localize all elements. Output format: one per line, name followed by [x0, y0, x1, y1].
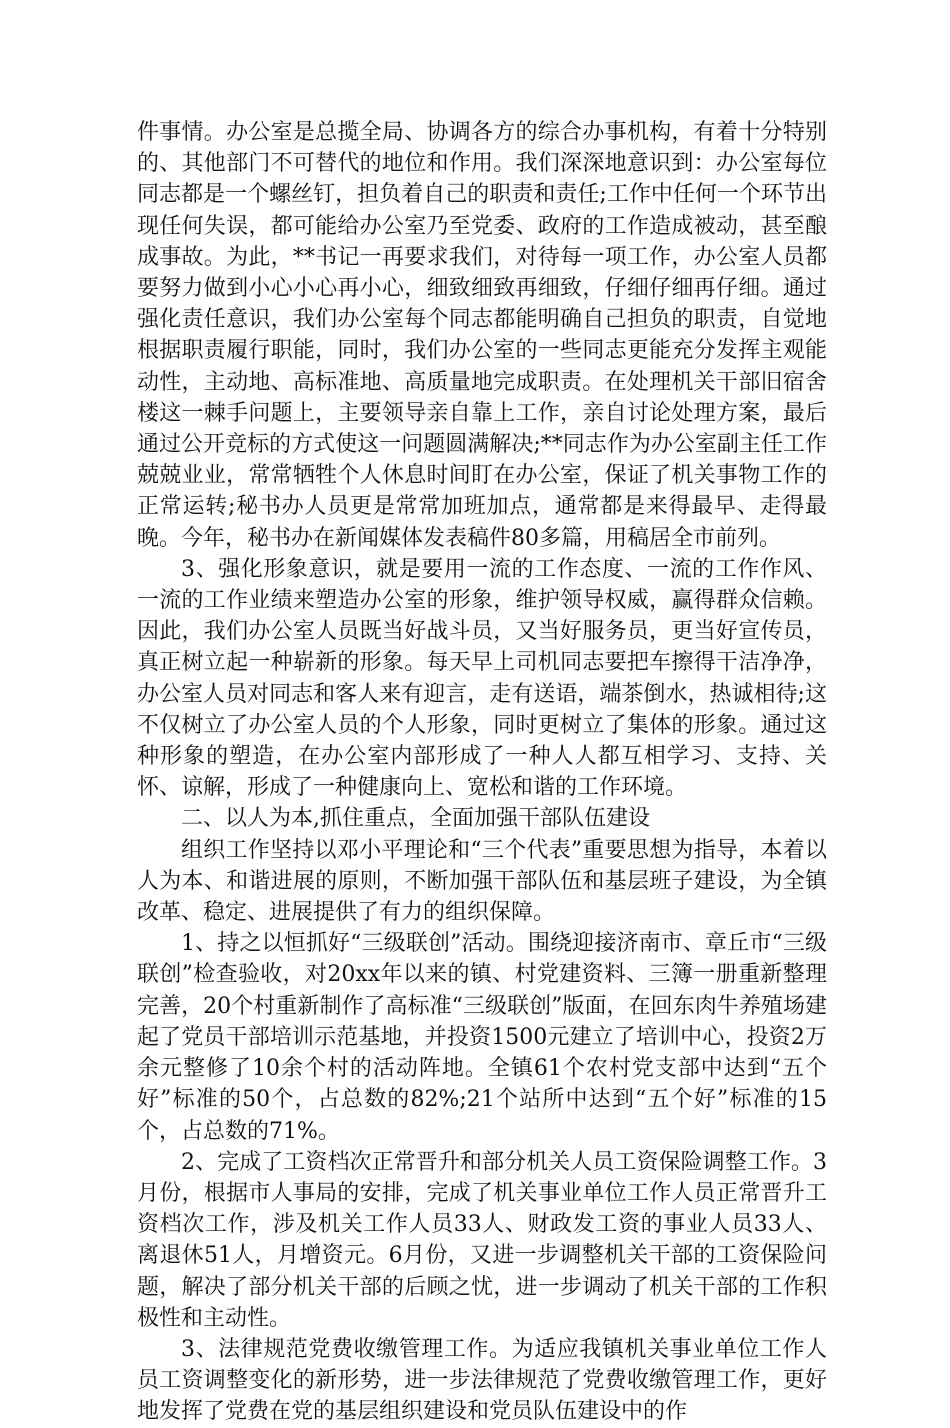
section-heading: 二、以人为本,抓住重点，全面加强干部队伍建设	[181, 806, 650, 832]
document-body	[137, 117, 827, 1428]
paragraph-5: 2、完成了工资档次正常晋升和部分机关人员工资保险调整工作。3月份，根据市人事局的安排，完成了机关事业单位工作人员正常晋升工资档次工作，涉及机关工作人员33人、财政发工资的事业人员33人、离退休51人，月增资元。6月份，又进一步调整机关干部的工资保险问题，解决了部分机关干部的后顾之忧，进一步调动了机关干部的工作积极性和主动性。	[137, 1149, 827, 1331]
paragraph-6: 3、法律规范党费收缴管理工作。为适应我镇机关事业单位工作人员工资调整变化的新形势，进一步法律规范了党费收缴管理工作，更好地发挥了党费在党的基层组织建设和党员队伍建设中的作	[137, 1336, 827, 1425]
paragraph-1: 件事情。办公室是总揽全局、协调各方的综合办事机构，有着十分特别的、其他部门不可替代的地位和作用。我们深深地意识到：办公室每位同志都是一个螺丝钉，担负着自己的职责和责任;工作中任何一个环节出现任何失误，都可能给办公室乃至党委、政府的工作造成被动，甚至酿成事故。为此，**书记一再要求我们，对待每一项工作，办公室人员都要努力做到小心小心再小心，细致细致再细致，仔细仔细再仔细。通过强化责任意识，我们办公室每个同志都能明确自己担负的职责，自觉地根据职责履行职能，同时，我们办公室的一些同志更能充分发挥主观能动性，主动地、高标准地、高质量地完成职责。在处理机关干部旧宿舍楼这一棘手问题上，主要领导亲自靠上工作，亲自讨论处理方案，最后通过公开竞标的方式使这一问题圆满解决;**同志作为办公室副主任工作兢兢业业，常常牺牲个人休息时间盯在办公室，保证了机关事物工作的正常运转;秘书办人员更是常常加班加点，通常都是来得最早、走得最晚。今年，秘书办在新闻媒体发表稿件80多篇，用稿居全市前列。	[137, 120, 827, 551]
paragraph-4: 1、持之以恒抓好“三级联创”活动。围绕迎接济南市、章丘市“三级联创”检查验收，对20xx年以来的镇、村党建资料、三簿一册重新整理完善，20个村重新制作了高标准“三级联创”版面，在回东肉牛养殖场建起了党员干部培训示范基地，并投资1500元建立了培训中心，投资2万余元整修了10余个村的活动阵地。全镇61个农村党支部中达到“五个好”标准的50个，占总数的82%;21个站所中达到“五个好”标准的15个，占总数的71%。	[137, 931, 827, 1144]
paragraph-2: 3、强化形象意识，就是要用一流的工作态度、一流的工作作风、一流的工作业绩来塑造办公室的形象，维护领导权威，赢得群众信赖。因此，我们办公室人员既当好战斗员，又当好服务员，更当好宣传员，真正树立起一种崭新的形象。每天早上司机同志要把车擦得干洁净净，办公室人员对同志和客人来有迎言，走有送语，端茶倒水，热诚相待;这不仅树立了办公室人员的个人形象，同时更树立了集体的形象。通过这种形象的塑造，在办公室内部形成了一种人人都互相学习、支持、关怀、谅解，形成了一种健康向上、宽松和谐的工作环境。	[137, 556, 827, 801]
paragraph-3: 组织工作坚持以邓小平理论和“三个代表”重要思想为指导，本着以人为本、和谐进展的原则，不断加强干部队伍和基层班子建设，为全镇改革、稳定、进展提供了有力的组织保障。	[137, 837, 827, 926]
